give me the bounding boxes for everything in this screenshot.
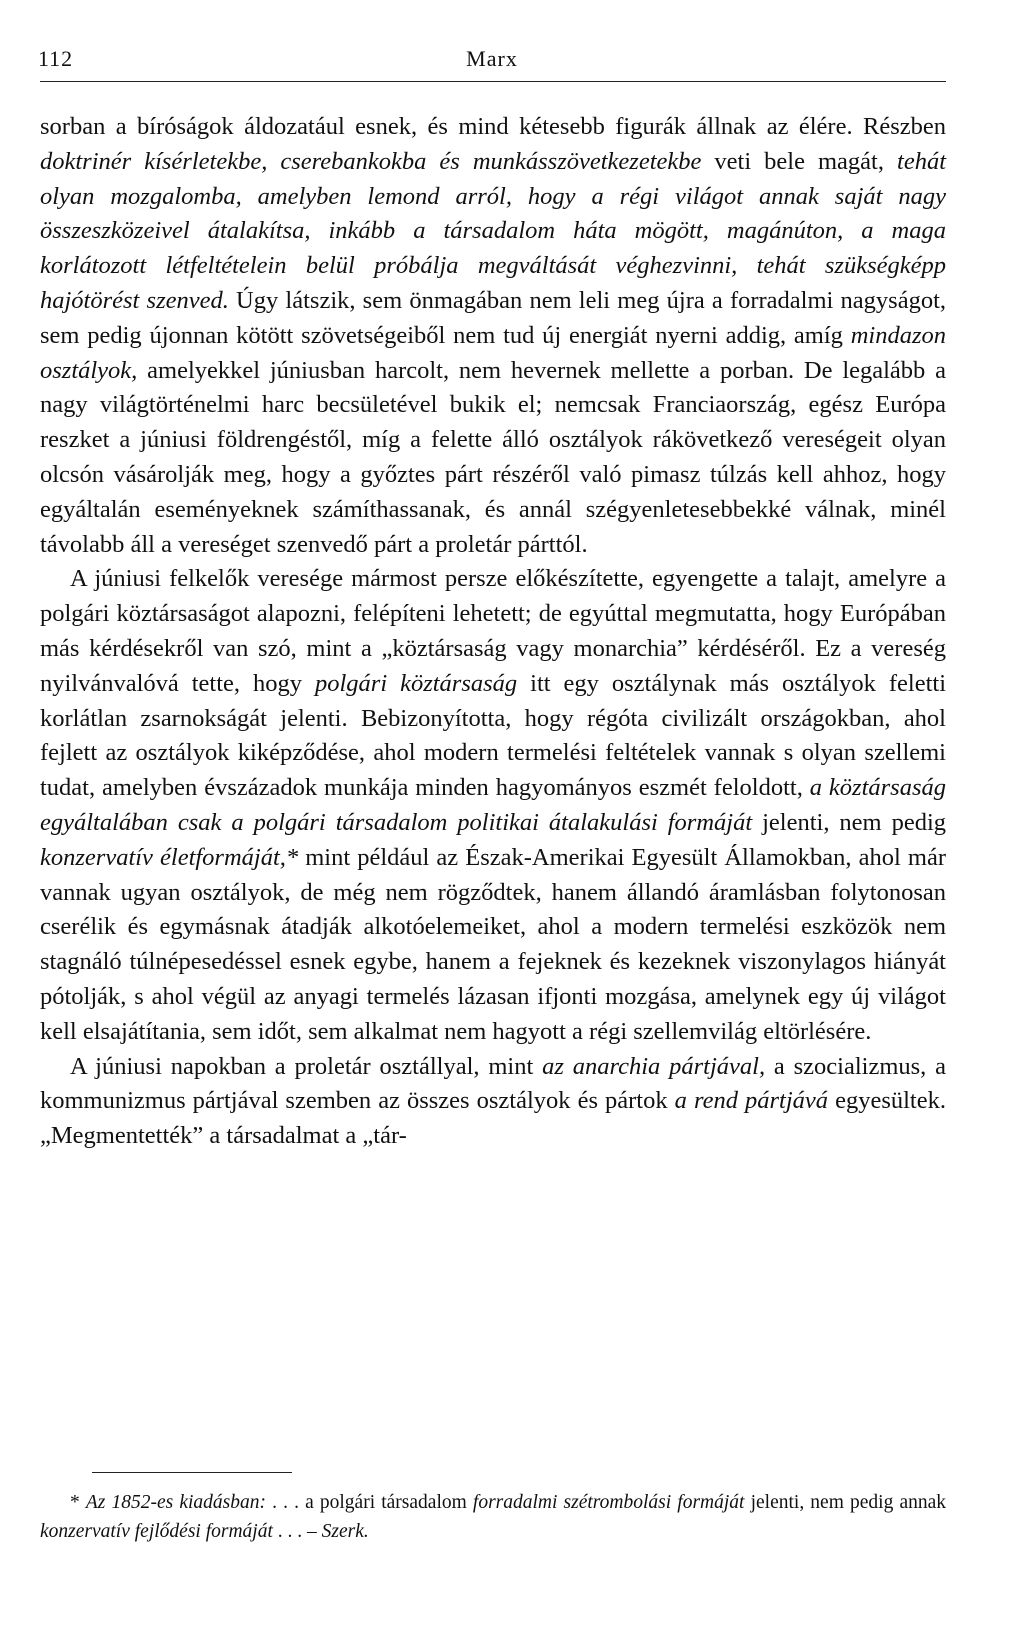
italic-text-run: konzervatív életformáját,* [40,843,299,871]
paragraph-1 [40,110,946,562]
text-run: itt egy osztálynak más osztályok feletti korlátlan zsarnokságát jelenti. Bebizonyította, hogy régóta civilizált országokban, ahol fejlett az osztályok kiképződése, ahol modern termelési feltételek vannak s olyan szellemi tudat, amelyben évszázadok munkája minden hagyományos eszmét feloldott, [40,669,947,802]
footnote-rule [92,1472,292,1473]
italic-text-run: a rend pártjává [674,1087,829,1115]
text-run: jelenti, nem pedig [752,808,947,836]
text-run: . . . – [272,1521,322,1542]
text-run: amelyekkel júniusban harcolt, nem hevernek mellette a porban. De legalább a nagy világtörténelmi harc becsületével bukik el; nemcsak Franciaország, egész Európa reszket a júniusi földrengéstől, míg a felette álló osztályok rákövetkező vereségeit olyan olcsón vásárolják meg, hogy a győztes párt részéről való pimasz túlzás kell ahhoz, hogy egyáltalán eseményeknek számíthassanak, és annál szégyenletesebbekké válnak, minél távolabb áll a vereséget szenvedő párt a proletár párttól. [40,356,946,558]
paragraph-3 [40,1050,946,1154]
running-head: Marx [466,46,518,71]
body-text [40,110,946,1154]
italic-text-run: mindazon osztályok, [40,321,946,384]
header-rule [40,81,946,82]
footnote [40,1488,946,1546]
italic-text-run: doktrinér kísérletekbe, cserebankokba és munkásszövetkezetekbe [40,147,702,175]
text-run: jelenti, nem pedig annak [744,1492,947,1513]
text-run: mint például az Észak-Amerikai Egyesült Államokban, ahol már vannak ugyan osztályok, de még nem rögződtek, hanem állandó áramlásban folytonosan cserélik és egymásnak átadják alkotóelemeiket, ahol a modern termelési eszközök nem stagnáló túlnépesedéssel esnek egybe, hanem a fejeknek és kezeknek viszonylagos hiányát pótolják, s ahol végül az anyagi termelés lázasan ifjonti mozgása, amelynek egy új világot kell elsajátítania, sem időt, sem alkalmat nem hagyott a régi szellemvilág eltörlésére. [40,843,946,1045]
text-run: veti bele magát, [701,147,898,175]
paragraph-2 [40,562,946,1049]
text-run: a szocializmus, a kommunizmus pártjával szemben az összes osztályok és pártok [40,1052,947,1115]
text-run: A júniusi felkelők veresége mármost persze előkészítette, egyengette a talajt, amelyre a polgári köztársaságot alapozni, felépíteni lehetett; de egyúttal megmutatta, hogy Európában más kérdésekről van szó, mint a „köztársaság vagy monarchia” kérdéséről. Ez a vereség nyilvánvalóvá tette, hogy [40,565,946,697]
italic-text-run: az anarchia pártjával, [542,1052,766,1080]
book-page [36,0,948,1633]
text-run: A júniusi napokban a proletár osztállyal, mint [70,1052,543,1080]
text-run: * [70,1492,86,1513]
page-number: 112 [38,46,74,71]
italic-text-run: a köztársaság egyáltalában csak a polgári társadalom politikai átalakulási formáját [40,774,946,836]
italic-text-run: konzervatív fejlődési formáját [40,1521,273,1542]
text-run: sorban a bíróságok áldozatául esnek, és mind kétesebb figurák állnak az élére. Részben [40,113,946,140]
italic-text-run: Szerk. [321,1521,369,1542]
text-run: Úgy látszik, sem önmagában nem leli meg újra a forradalmi nagyságot, sem pedig újonnan kötött szövetségeiből nem tud új energiát nyerni addig, amíg [40,286,946,349]
page-header [36,38,948,70]
text-run: . . . a polgári társadalom [266,1492,473,1513]
italic-text-run: polgári köztársaság [314,669,518,697]
text-run: egyesültek. „Megmentették” a társadalmat a „tár- [40,1087,946,1150]
italic-text-run: tehát olyan mozgalomba, amelyben lemond arról, hogy a régi világot annak saját nagy összeszközeivel átalakítsa, inkább a társadalom háta mögött, magánúton, a maga korlátozott létfeltételein belül próbálja megváltását véghezvinni, tehát szükségképp hajótörést szenved. [40,147,947,314]
italic-text-run: forradalmi szétrombolási formáját [472,1492,745,1513]
italic-text-run: Az 1852-es kiadásban: [85,1492,267,1513]
footnote-text [40,1488,946,1546]
